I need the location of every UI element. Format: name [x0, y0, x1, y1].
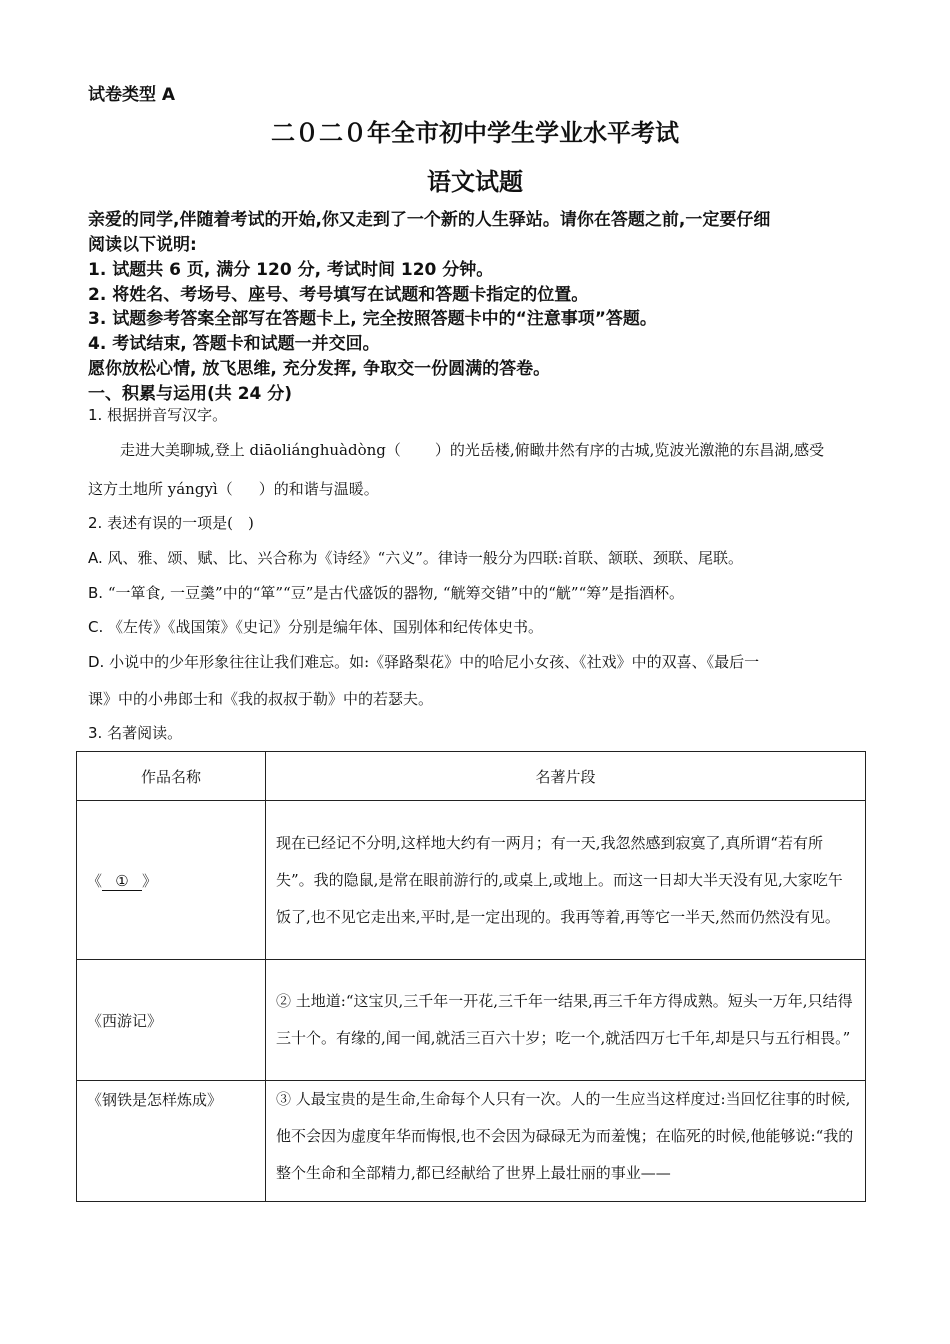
option-a-text: 风、雅、颂、赋、比、兴合称为《诗经》“六义”。律诗一般分为四联:首联、颔联、颈联、尾联。	[107, 549, 743, 567]
question-2-number: 2.	[88, 514, 103, 532]
excerpt-cell-2	[266, 960, 866, 1081]
question-3	[88, 722, 182, 743]
q1-line2-text-b: ）的和谐与温暖。	[258, 480, 379, 498]
question-1-number: 1.	[88, 406, 103, 424]
rule-1: 1. 试题共 6 页, 满分 120 分, 考试时间 120 分钟。	[88, 260, 494, 280]
question-3-number: 3.	[88, 724, 103, 742]
question-1-line-1	[120, 439, 824, 460]
q1-line1-text-b: ）的光岳楼,俯瞰井然有序的古城,览波光激滟的东昌湖,感受	[434, 441, 825, 459]
option-c-text: 《左传》《战国策》《史记》分别是编年体、国别体和纪传体史书。	[108, 618, 544, 636]
option-b	[88, 582, 684, 603]
table-row	[77, 960, 866, 1081]
excerpt-text-3: ③ 人最宝贵的是生命,生命每个人只有一次。人的一生应当这样度过:当回忆往事的时候,他不会因为虚度年华而悔恨,也不会因为碌碌无为而羞愧；在临死的时候,他能够说:“我的整个生命和全部精力,都已经献给了世界上最壮丽的事业——	[276, 1090, 854, 1182]
question-2	[88, 512, 254, 533]
option-a-label: A.	[88, 549, 103, 567]
option-b-label: B.	[88, 584, 104, 602]
rule-3: 3. 试题参考答案全部写在答题卡上, 完全按照答题卡中的“注意事项”答题。	[88, 309, 657, 329]
option-d-text-line-1: 小说中的少年形象往往让我们难忘。如:《驿路梨花》中的哈尼小女孩、《社戏》中的双喜、《最后一	[109, 653, 760, 671]
question-2-prompt: 表述有误的一项是( )	[107, 514, 254, 532]
excerpt-cell-1	[266, 801, 866, 960]
table-row	[77, 801, 866, 960]
option-c	[88, 616, 543, 637]
table-row	[77, 1081, 866, 1202]
q1-line1-text-a: 走进大美聊城,登上 diāoliánghuàdòng（	[120, 441, 401, 459]
question-1-prompt: 根据拼音写汉字。	[107, 406, 228, 424]
header-excerpt: 名著片段	[266, 752, 866, 801]
question-1-line-2	[88, 478, 379, 499]
excerpt-cell-3	[266, 1081, 866, 1202]
option-d-continued: 课》中的小弗郎士和《我的叔叔于勒》中的若瑟夫。	[88, 690, 434, 708]
rule-2: 2. 将姓名、考场号、座号、考号填写在试题和答题卡指定的位置。	[88, 285, 589, 305]
work-cell-3: 《钢铁是怎样炼成》	[77, 1081, 266, 1202]
table-header-row	[77, 752, 866, 801]
q1-line2-text-a: 这方土地所 yángyì（	[88, 480, 233, 498]
option-b-text: “一箪食, 一豆羹”中的“箪”“豆”是古代盛饭的器物, “觥筹交错”中的“觥”“筹”是指酒杯。	[107, 584, 684, 602]
option-a	[88, 547, 743, 568]
book-bracket-close: 》	[142, 871, 158, 890]
greeting-line-2: 阅读以下说明:	[88, 235, 197, 255]
option-d-label: D.	[88, 653, 105, 671]
subject-title: 语文试题	[427, 168, 523, 196]
excerpt-text-2: ② 土地道:“这宝贝,三千年一开花,三千年一结果,再三千年方得成熟。短头一万年,只结得三十个。有缘的,闻一闻,就活三百六十岁；吃一个,就活四万七千年,却是只与五行相畏。”	[276, 992, 853, 1047]
work-cell-1	[77, 801, 266, 960]
classics-table	[76, 751, 866, 1202]
option-c-label: C.	[88, 618, 104, 636]
paper-type-label: 试卷类型 A	[88, 85, 176, 105]
exam-main-title: 二０二０年全市初中学生学业水平考试	[271, 119, 679, 147]
greeting-line-1: 亲爱的同学,伴随着考试的开始,你又走到了一个新的人生驿站。请你在答题之前,一定要仔细	[88, 210, 771, 230]
option-d	[88, 651, 759, 672]
question-3-prompt: 名著阅读。	[107, 724, 183, 742]
header-work-name: 作品名称	[77, 752, 266, 801]
book-bracket-open: 《	[87, 871, 103, 890]
excerpt-text-1: 现在已经记不分明,这样地大约有一两月；有一天,我忽然感到寂寞了,真所谓“若有所失”。我的隐鼠,是常在眼前游行的,或桌上,或地上。而这一日却大半天没有见,大家吃午饭了,也不见它走出来,平时,是一定出现的。我再等着,再等它一半天,然而仍然没有见。	[276, 833, 843, 926]
answer-blank-1[interactable]: ①	[102, 872, 142, 891]
question-1	[88, 404, 227, 425]
wish-line: 愿你放松心情, 放飞思维, 充分发挥, 争取交一份圆满的答卷。	[88, 359, 551, 379]
section-1-title: 一、积累与运用(共 24 分)	[88, 384, 293, 404]
rule-4: 4. 考试结束, 答题卡和试题一并交回。	[88, 334, 380, 354]
work-cell-2: 《西游记》	[77, 960, 266, 1081]
